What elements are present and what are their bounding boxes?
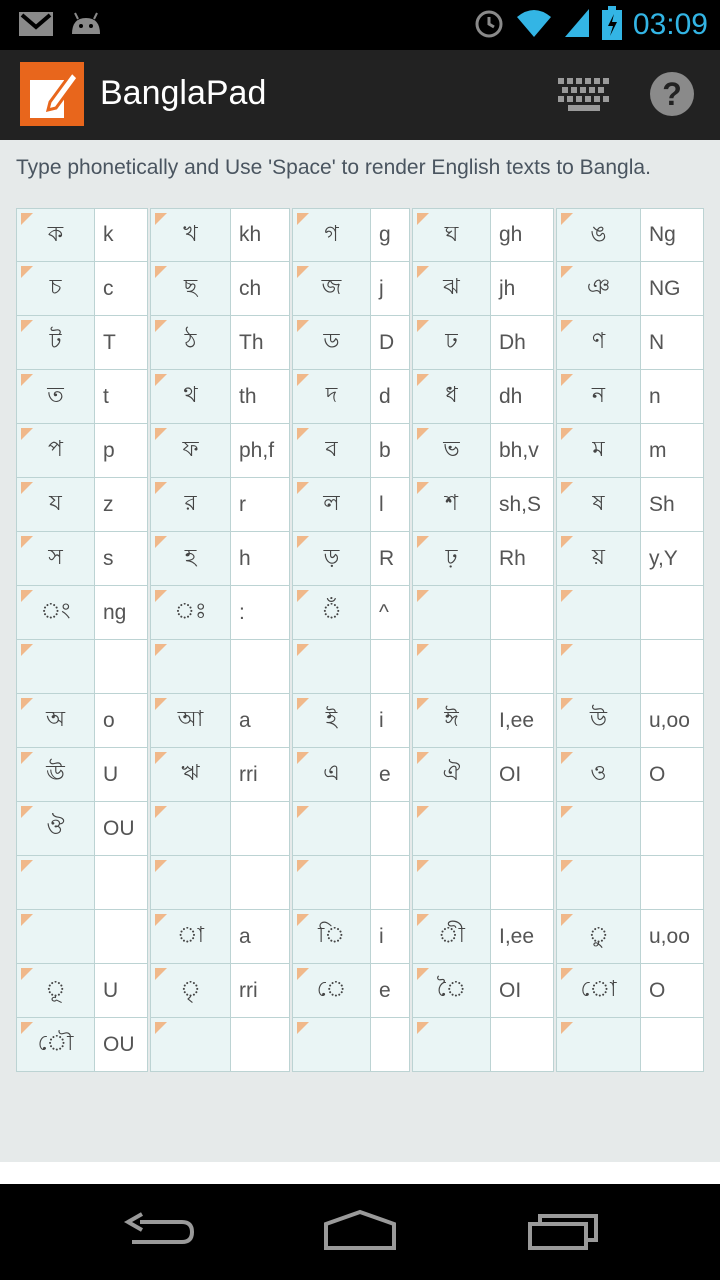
grid-row <box>16 802 704 856</box>
bangla-char[interactable]: ই <box>293 694 371 747</box>
phonetic-key: OU <box>103 1032 135 1056</box>
grid-cell-group[interactable] <box>412 1018 554 1072</box>
bangla-char[interactable] <box>17 640 95 693</box>
phonetic-key: U <box>103 762 119 786</box>
phonetic-key: d <box>379 384 391 408</box>
bangla-char[interactable]: ন <box>557 370 641 423</box>
bangla-char[interactable]: উ <box>557 694 641 747</box>
phonetic-key: N <box>649 330 665 354</box>
bangla-char[interactable]: ◌ূ <box>17 964 95 1017</box>
bangla-char[interactable]: ধ <box>413 370 491 423</box>
phonetic-key: s <box>103 546 114 570</box>
grid-cell-group[interactable] <box>16 640 148 694</box>
android-icon <box>68 10 104 42</box>
bangla-char[interactable]: গ <box>293 209 371 261</box>
phonetic-key: e <box>379 978 391 1002</box>
keyboard-icon[interactable] <box>556 74 612 116</box>
phonetic-key: U <box>103 978 119 1002</box>
phonetic-key: ng <box>103 600 127 624</box>
bangla-char[interactable]: ঙ <box>557 209 641 261</box>
bangla-char[interactable]: ◌ঁ <box>293 586 371 639</box>
bangla-char[interactable]: ◌ৈ <box>413 964 491 1017</box>
phonetic-key: th <box>239 384 257 408</box>
grid-row <box>16 586 704 640</box>
bangla-char[interactable]: ◌ো <box>557 964 641 1017</box>
bangla-char[interactable]: ব <box>293 424 371 477</box>
grid-cell-group[interactable] <box>150 316 290 370</box>
phonetic-key: p <box>103 438 115 462</box>
bangla-char[interactable]: ল <box>293 478 371 531</box>
phonetic-key: m <box>649 438 667 462</box>
grid-row <box>16 640 704 694</box>
grid-cell-group[interactable] <box>556 748 704 802</box>
bangla-char[interactable]: শ <box>413 478 491 531</box>
phonetic-key: rri <box>239 978 258 1002</box>
phonetic-key: j <box>379 276 384 300</box>
phonetic-key <box>641 586 703 639</box>
grid-cell-group[interactable] <box>16 910 148 964</box>
phonetic-key <box>491 802 553 855</box>
phonetic-key: sh,S <box>499 492 542 516</box>
phonetic-key: ph,f <box>239 438 275 462</box>
grid-cell-group[interactable] <box>16 208 148 262</box>
grid-cell-group[interactable] <box>556 370 704 424</box>
bangla-char[interactable]: ষ <box>557 478 641 531</box>
grid-cell-group[interactable] <box>292 856 410 910</box>
phonetic-key <box>95 856 147 909</box>
phonetic-key: T <box>103 330 116 354</box>
phonetic-key: l <box>379 492 384 516</box>
bangla-char[interactable] <box>17 910 95 963</box>
gmail-icon <box>18 10 54 42</box>
grid-cell-group[interactable] <box>292 370 410 424</box>
grid-row <box>16 694 704 748</box>
bangla-char[interactable]: ◌ৌ <box>17 1018 95 1071</box>
grid-cell-group[interactable] <box>292 640 410 694</box>
bangla-char[interactable]: স <box>17 532 95 585</box>
grid-cell-group[interactable] <box>16 748 148 802</box>
bangla-char[interactable]: ঔ <box>17 802 95 855</box>
phonetic-key: bh,v <box>499 438 539 462</box>
grid-cell-group[interactable] <box>412 532 554 586</box>
bangla-char[interactable]: ঠ <box>151 316 231 369</box>
grid-cell-group[interactable] <box>292 424 410 478</box>
phonetic-key: y,Y <box>649 546 678 570</box>
bangla-char[interactable]: দ <box>293 370 371 423</box>
bangla-char[interactable] <box>413 856 491 909</box>
bangla-char[interactable] <box>557 856 641 909</box>
bangla-char[interactable]: হ <box>151 532 231 585</box>
signal-icon <box>563 7 591 43</box>
phonetic-key: rri <box>239 762 258 786</box>
bangla-char[interactable]: এ <box>293 748 371 801</box>
grid-cell-group[interactable] <box>412 748 554 802</box>
phonetic-key <box>95 910 147 963</box>
bangla-char[interactable]: ড় <box>293 532 371 585</box>
bangla-char[interactable] <box>557 586 641 639</box>
grid-cell-group[interactable] <box>412 316 554 370</box>
bangla-char[interactable]: ◌ি <box>293 910 371 963</box>
phonetic-key: ch <box>239 276 262 300</box>
recents-icon[interactable] <box>524 1202 604 1262</box>
grid-cell-group[interactable] <box>150 478 290 532</box>
bangla-char[interactable]: ক <box>17 209 95 261</box>
phonetic-key: Dh <box>499 330 526 354</box>
phonetic-key: NG <box>649 276 681 300</box>
grid-cell-group[interactable] <box>292 1018 410 1072</box>
grid-cell-group[interactable] <box>292 964 410 1018</box>
grid-cell-group[interactable] <box>150 964 290 1018</box>
bangla-char[interactable]: অ <box>17 694 95 747</box>
bangla-char[interactable]: ঝ <box>413 262 491 315</box>
grid-cell-group[interactable] <box>556 964 704 1018</box>
grid-cell-group[interactable] <box>150 262 290 316</box>
bangla-char[interactable]: ঢ় <box>413 532 491 585</box>
bangla-char[interactable] <box>17 856 95 909</box>
grid-row <box>16 532 704 586</box>
bangla-char[interactable] <box>557 802 641 855</box>
bangla-char[interactable]: ও <box>557 748 641 801</box>
phonetic-key <box>231 640 289 693</box>
phonetic-key: k <box>103 223 114 246</box>
grid-row <box>16 370 704 424</box>
phonetic-key: c <box>103 276 114 300</box>
grid-cell-group[interactable] <box>556 856 704 910</box>
bangla-char[interactable]: ◌ং <box>17 586 95 639</box>
bangla-char[interactable]: ◌ু <box>557 910 641 963</box>
grid-row <box>16 208 704 262</box>
back-icon[interactable] <box>120 1202 200 1262</box>
bangla-char[interactable]: র <box>151 478 231 531</box>
phonetic-key: o <box>103 708 115 732</box>
bangla-char[interactable]: ত <box>17 370 95 423</box>
grid-cell-group[interactable] <box>16 856 148 910</box>
bangla-char[interactable]: প <box>17 424 95 477</box>
grid-cell-group[interactable] <box>16 478 148 532</box>
bangla-char[interactable]: য় <box>557 532 641 585</box>
grid-cell-group[interactable] <box>556 802 704 856</box>
bangla-char[interactable]: য <box>17 478 95 531</box>
phonetic-key: z <box>103 492 114 516</box>
bangla-char[interactable] <box>293 1018 371 1071</box>
grid-row <box>16 748 704 802</box>
grid-cell-group[interactable] <box>150 748 290 802</box>
bangla-char[interactable] <box>293 640 371 693</box>
grid-row <box>16 856 704 910</box>
bangla-char[interactable]: ফ <box>151 424 231 477</box>
grid-cell-group[interactable] <box>16 370 148 424</box>
grid-cell-group[interactable] <box>292 910 410 964</box>
grid-cell-group[interactable] <box>556 478 704 532</box>
grid-row <box>16 964 704 1018</box>
grid-cell-group[interactable] <box>412 694 554 748</box>
help-icon[interactable]: ? <box>650 72 694 116</box>
grid-cell-group[interactable] <box>556 208 704 262</box>
home-icon[interactable] <box>320 1202 400 1262</box>
phonetic-key: u,oo <box>649 708 690 732</box>
phonetic-key: a <box>239 708 251 732</box>
bangla-char[interactable]: ট <box>17 316 95 369</box>
grid-cell-group[interactable] <box>150 370 290 424</box>
grid-cell-group[interactable] <box>16 1018 148 1072</box>
bangla-char[interactable] <box>413 586 491 639</box>
bangla-char[interactable]: ভ <box>413 424 491 477</box>
status-bar <box>0 0 720 50</box>
grid-cell-group[interactable] <box>412 262 554 316</box>
phonetic-key <box>231 856 289 909</box>
app-title: BanglaPad <box>100 74 267 112</box>
bangla-char[interactable]: জ <box>293 262 371 315</box>
phonetic-key: i <box>379 924 384 948</box>
grid-row <box>16 262 704 316</box>
bangla-char[interactable]: ণ <box>557 316 641 369</box>
phonetic-key <box>95 640 147 693</box>
phonetic-key <box>371 1018 409 1071</box>
grid-cell-group[interactable] <box>412 424 554 478</box>
phonetic-key: O <box>649 762 666 786</box>
grid-cell-group[interactable] <box>150 586 290 640</box>
navigation-bar <box>0 1184 720 1280</box>
grid-cell-group[interactable] <box>556 424 704 478</box>
bangla-char[interactable]: ◌ে <box>293 964 371 1017</box>
clock: 03:09 <box>632 8 708 41</box>
grid-cell-group[interactable] <box>556 1018 704 1072</box>
bangla-char[interactable]: ঊ <box>17 748 95 801</box>
bangla-char[interactable]: ঢ <box>413 316 491 369</box>
phonetic-key: ^ <box>379 600 389 624</box>
grid-cell-group[interactable] <box>292 802 410 856</box>
grid-cell-group[interactable] <box>150 910 290 964</box>
bangla-char[interactable] <box>413 640 491 693</box>
grid-cell-group[interactable] <box>16 694 148 748</box>
grid-cell-group[interactable] <box>292 748 410 802</box>
grid-cell-group[interactable] <box>16 586 148 640</box>
phonetic-key: g <box>379 223 391 246</box>
phonetic-key <box>491 1018 553 1071</box>
phonetic-key <box>491 640 553 693</box>
phonetic-key: dh <box>499 384 523 408</box>
grid-cell-group[interactable] <box>292 532 410 586</box>
phonetic-key <box>491 586 553 639</box>
phonetic-key <box>371 802 409 855</box>
grid-cell-group[interactable] <box>556 694 704 748</box>
phonetic-key: Ng <box>649 223 676 246</box>
grid-cell-group[interactable] <box>412 478 554 532</box>
character-grid <box>16 208 704 1072</box>
grid-cell-group[interactable] <box>292 262 410 316</box>
phonetic-key: i <box>379 708 384 732</box>
phonetic-key: h <box>239 546 251 570</box>
grid-cell-group[interactable] <box>412 370 554 424</box>
bangla-char[interactable] <box>293 802 371 855</box>
grid-cell-group[interactable] <box>412 640 554 694</box>
phonetic-key: r <box>239 492 246 516</box>
bangla-char[interactable]: ঈ <box>413 694 491 747</box>
grid-cell-group[interactable] <box>412 964 554 1018</box>
bangla-char[interactable] <box>413 802 491 855</box>
content-bottom-strip <box>0 1162 720 1184</box>
battery-charging-icon <box>601 6 623 44</box>
wifi-icon <box>515 7 553 43</box>
grid-cell-group[interactable] <box>150 208 290 262</box>
bangla-char[interactable]: ছ <box>151 262 231 315</box>
bangla-char[interactable]: ঋ <box>151 748 231 801</box>
bangla-char[interactable]: ◌ঃ <box>151 586 231 639</box>
grid-cell-group[interactable] <box>16 802 148 856</box>
phonetic-key <box>371 856 409 909</box>
bangla-char[interactable]: ◌া <box>151 910 231 963</box>
bangla-char[interactable] <box>413 1018 491 1071</box>
bangla-char[interactable] <box>557 640 641 693</box>
bangla-char[interactable] <box>151 640 231 693</box>
phonetic-key <box>231 1018 289 1071</box>
bangla-char[interactable]: থ <box>151 370 231 423</box>
grid-cell-group[interactable] <box>412 802 554 856</box>
grid-cell-group[interactable] <box>150 694 290 748</box>
grid-cell-group[interactable] <box>150 532 290 586</box>
alarm-icon <box>473 7 505 43</box>
phonetic-key <box>641 640 703 693</box>
phonetic-key: jh <box>499 276 516 300</box>
phonetic-key: OU <box>103 816 135 840</box>
grid-row <box>16 910 704 964</box>
bangla-char[interactable] <box>151 1018 231 1071</box>
phonetic-key <box>371 640 409 693</box>
phonetic-key: I,ee <box>499 924 535 948</box>
phonetic-key <box>641 1018 703 1071</box>
bangla-char[interactable] <box>151 802 231 855</box>
phonetic-key: a <box>239 924 251 948</box>
phonetic-key <box>641 802 703 855</box>
grid-cell-group[interactable] <box>556 316 704 370</box>
bangla-char[interactable]: ম <box>557 424 641 477</box>
phonetic-key: t <box>103 384 109 408</box>
bangla-char[interactable]: ঞ <box>557 262 641 315</box>
grid-cell-group[interactable] <box>16 532 148 586</box>
grid-cell-group[interactable] <box>556 910 704 964</box>
grid-cell-group[interactable] <box>556 532 704 586</box>
bangla-char[interactable]: চ <box>17 262 95 315</box>
phonetic-key: b <box>379 438 391 462</box>
grid-cell-group[interactable] <box>292 586 410 640</box>
grid-cell-group[interactable] <box>412 910 554 964</box>
phonetic-key: : <box>239 600 245 624</box>
grid-row <box>16 1018 704 1072</box>
grid-cell-group[interactable] <box>292 316 410 370</box>
phonetic-key: OI <box>499 978 522 1002</box>
grid-cell-group[interactable] <box>292 208 410 262</box>
phonetic-key <box>491 856 553 909</box>
phonetic-key: gh <box>499 223 523 246</box>
app-icon[interactable] <box>20 62 84 126</box>
grid-cell-group[interactable] <box>150 1018 290 1072</box>
grid-cell-group[interactable] <box>16 262 148 316</box>
grid-cell-group[interactable] <box>556 586 704 640</box>
grid-cell-group[interactable] <box>412 208 554 262</box>
phonetic-key: Th <box>239 330 264 354</box>
bangla-char[interactable] <box>151 856 231 909</box>
grid-cell-group[interactable] <box>292 694 410 748</box>
bangla-char[interactable]: ◌ী <box>413 910 491 963</box>
bangla-char[interactable]: ড <box>293 316 371 369</box>
grid-row <box>16 478 704 532</box>
grid-cell-group[interactable] <box>16 424 148 478</box>
grid-row <box>16 316 704 370</box>
phonetic-key: e <box>379 762 391 786</box>
grid-cell-group[interactable] <box>556 262 704 316</box>
bangla-char[interactable] <box>293 856 371 909</box>
phonetic-key <box>641 856 703 909</box>
phonetic-key <box>231 802 289 855</box>
phonetic-key: u,oo <box>649 924 690 948</box>
phonetic-key: D <box>379 330 395 354</box>
phonetic-key: OI <box>499 762 522 786</box>
phonetic-key: kh <box>239 223 262 246</box>
grid-cell-group[interactable] <box>556 640 704 694</box>
bangla-char[interactable]: আ <box>151 694 231 747</box>
grid-cell-group[interactable] <box>292 478 410 532</box>
phonetic-key: Sh <box>649 492 675 516</box>
phonetic-key: I,ee <box>499 708 535 732</box>
bangla-char[interactable]: ঘ <box>413 209 491 261</box>
grid-row <box>16 424 704 478</box>
grid-cell-group[interactable] <box>412 856 554 910</box>
bangla-char[interactable]: ◌ৃ <box>151 964 231 1017</box>
grid-cell-group[interactable] <box>150 856 290 910</box>
phonetic-key: Rh <box>499 546 526 570</box>
grid-cell-group[interactable] <box>150 802 290 856</box>
bangla-char[interactable] <box>557 1018 641 1071</box>
grid-cell-group[interactable] <box>150 640 290 694</box>
phonetic-key: n <box>649 384 661 408</box>
bangla-char[interactable]: ঐ <box>413 748 491 801</box>
grid-cell-group[interactable] <box>16 316 148 370</box>
grid-cell-group[interactable] <box>150 424 290 478</box>
grid-cell-group[interactable] <box>16 964 148 1018</box>
bangla-char[interactable]: খ <box>151 209 231 261</box>
grid-cell-group[interactable] <box>412 586 554 640</box>
phonetic-key: R <box>379 546 395 570</box>
phonetic-key: O <box>649 978 666 1002</box>
instruction-text: Type phonetically and Use 'Space' to render English texts to Bangla. <box>16 156 651 179</box>
